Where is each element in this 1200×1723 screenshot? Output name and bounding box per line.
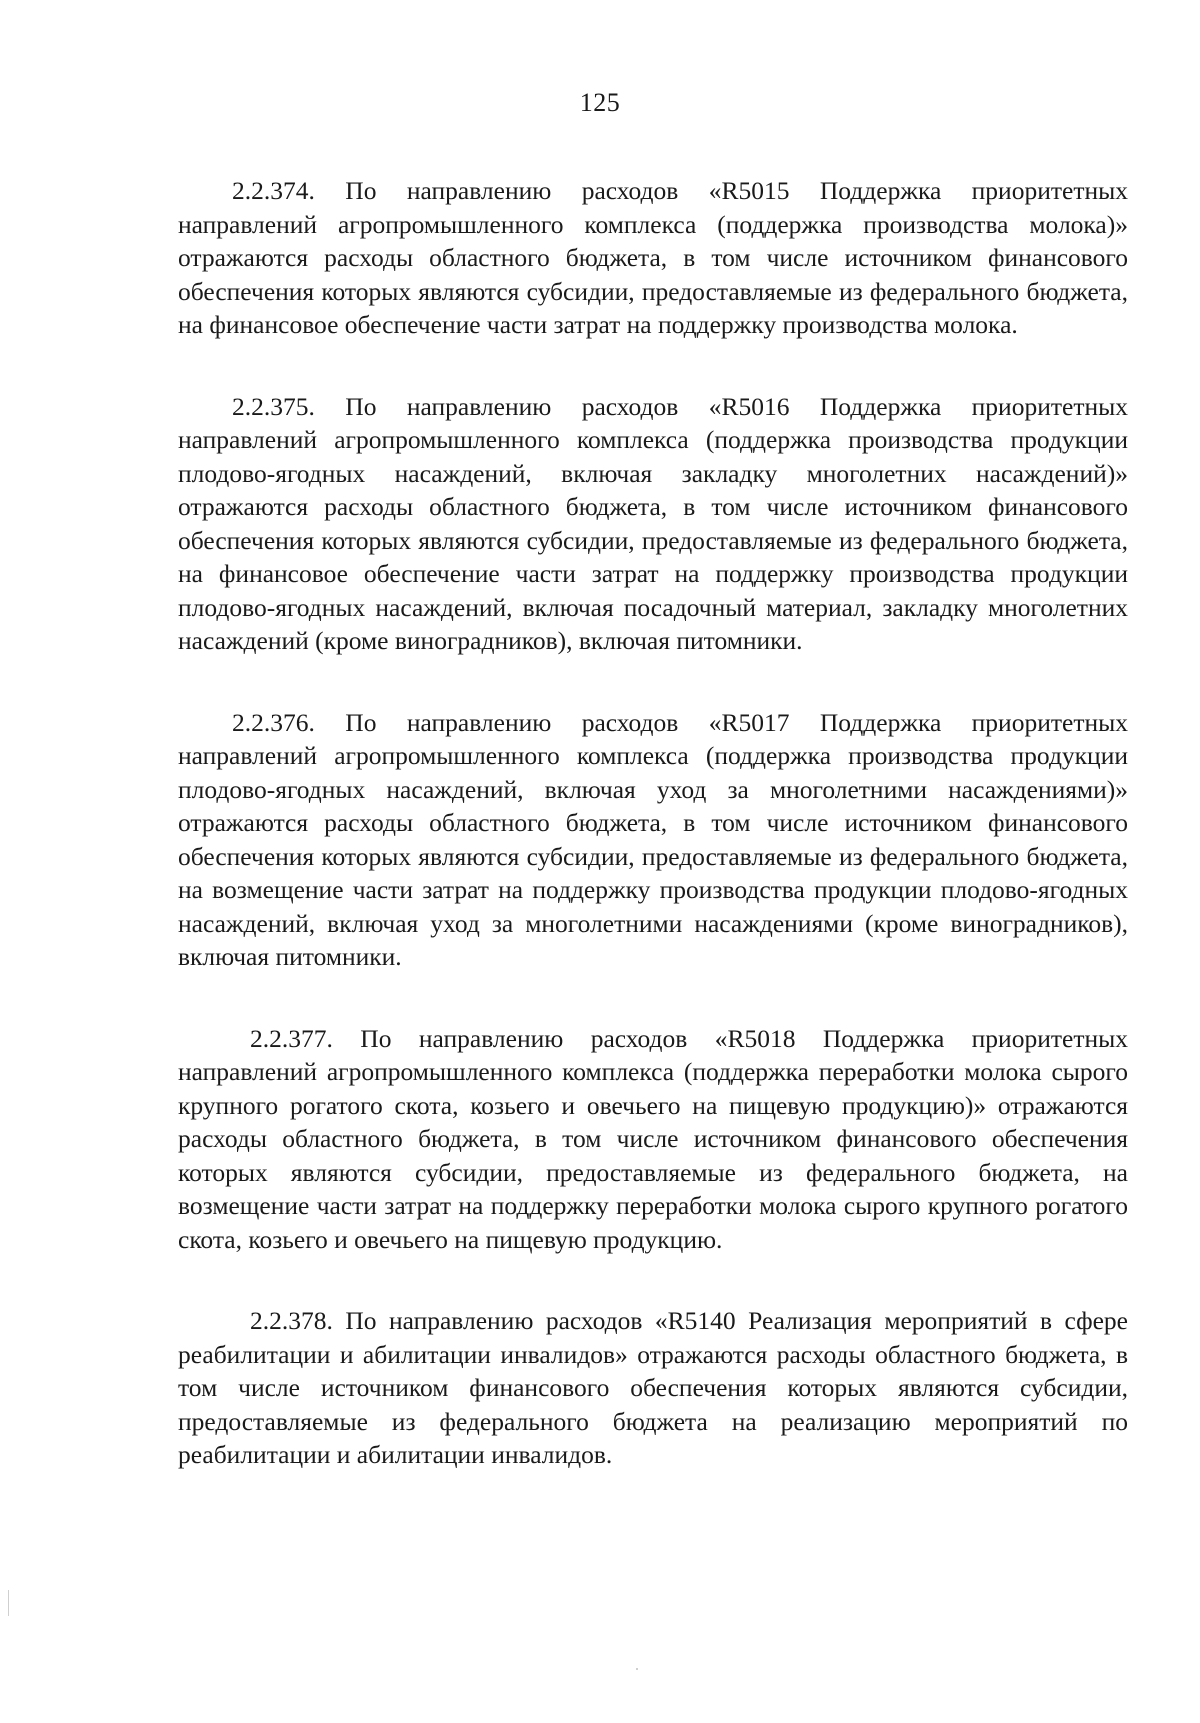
- scan-artifact-mark: [8, 1590, 9, 1616]
- paragraph-2-2-375: 2.2.375. По направлению расходов «R5016 Поддержка приоритетных направлений агропромышленного комплекса (поддержка производства продукции плодово-ягодных насаждений, включая закладку многолетних насаждений)» отражаются расходы областного бюджета, в том числе источником финансового обеспечения которых являются субсидии, предоставляемые из федерального бюджета, на финансовое обеспечение части затрат на поддержку производства продукции плодово-ягодных насаждений, включая посадочный материал, закладку многолетних насаждений (кроме виноградников), включая питомники.: [178, 391, 1128, 655]
- paragraph-2-2-378: 2.2.378. По направлению расходов «R5140 Реализация мероприятий в сфере реабилитации и абилитации инвалидов» отражаются расходы областного бюджета, в том числе источником финансового обеспечения которых являются субсидии, предоставляемые из федерального бюджета на реализацию мероприятий по реабилитации и абилитации инвалидов.: [178, 1306, 1128, 1469]
- page-number: 125: [579, 88, 621, 117]
- paragraph-2-2-374: 2.2.374. По направлению расходов «R5015 Поддержка приоритетных направлений агропромышленного комплекса (поддержка производства молока)» отражаются расходы областного бюджета, в том числе источником финансового обеспечения которых являются субсидии, предоставляемые из федерального бюджета, на финансовое обеспечение части затрат на поддержку производства молока.: [178, 176, 1128, 339]
- document-body: [178, 174, 1128, 1472]
- paragraph-2-2-377: 2.2.377. По направлению расходов «R5018 Поддержка приоритетных направлений агропромышленного комплекса (поддержка переработки молока сырого крупного рогатого скота, козьего и овечьего на пищевую продукцию)» отражаются расходы областного бюджета, в том числе источником финансового обеспечения которых являются субсидии, предоставляемые из федерального бюджета, на возмещение части затрат на поддержку переработки молока сырого крупного рогатого скота, козьего и овечьего на пищевую продукцию.: [178, 1023, 1128, 1254]
- scan-artifact-mark: [636, 1668, 638, 1670]
- paragraph-2-2-376: 2.2.376. По направлению расходов «R5017 Поддержка приоритетных направлений агропромышленного комплекса (поддержка производства продукции плодово-ягодных насаждений, включая уход за многолетними насаждениями)» отражаются расходы областного бюджета, в том числе источником финансового обеспечения которых являются субсидии, предоставляемые из федерального бюджета, на возмещение части затрат на поддержку производства продукции плодово-ягодных насаждений, включая уход за многолетними насаждениями (кроме виноградников), включая питомники.: [178, 707, 1128, 971]
